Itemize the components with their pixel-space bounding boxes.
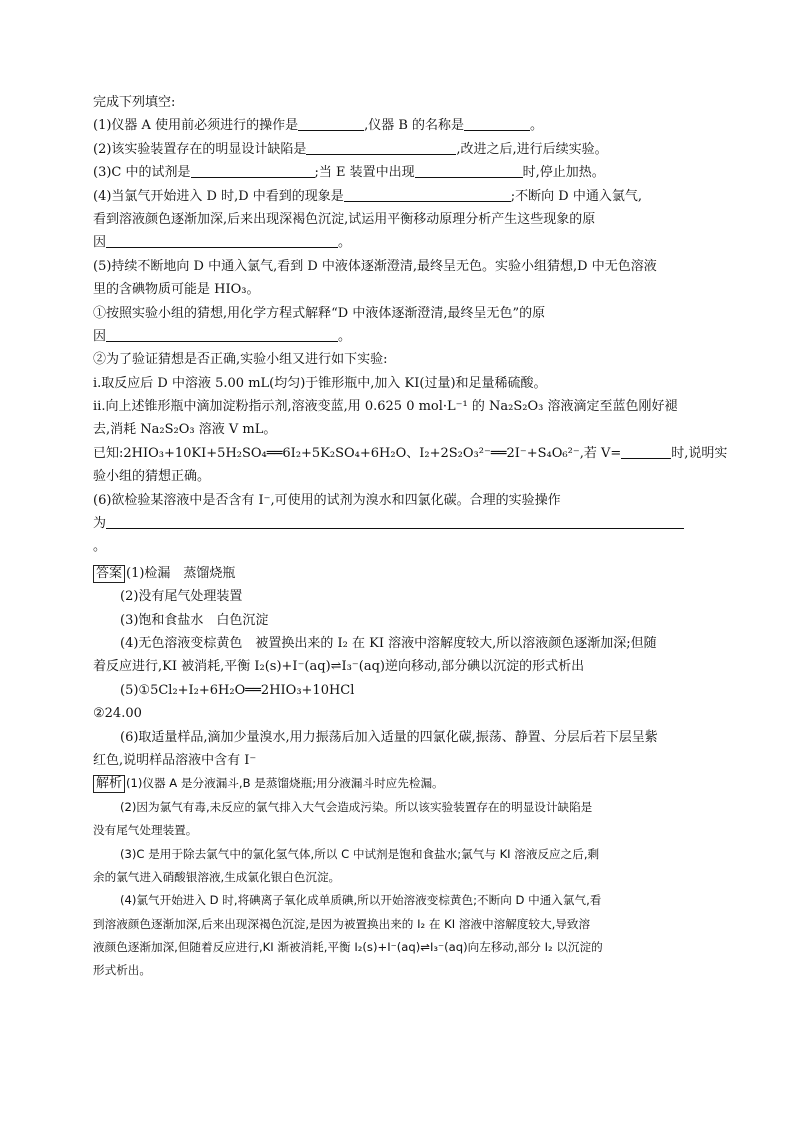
answer-line-7: ②24.00 [93, 706, 142, 722]
analysis-line-9: 形式析出。 [93, 963, 151, 978]
answer-blank [306, 141, 456, 155]
answer-line-4: (4)无色溶液变棕黄色 被置换出来的 I₂ 在 KI 溶液中溶解度较大,所以溶液颜色逐渐加深;但随 [120, 635, 657, 651]
answer-line-9: 红色,说明样品溶液中含有 I⁻ [93, 752, 257, 768]
answer-blank [191, 164, 315, 178]
analysis-line-2: (2)因为氯气有毒,未反应的氯气排入大气会造成污染。所以该实验装置存在的明显设计缺陷是 [120, 799, 593, 814]
answer-line-3: (3)饱和食盐水 白色沉淀 [120, 612, 269, 628]
q1-line: (1)仪器 A 使用前必须进行的操作是 ,仪器 B 的名称是 。 [93, 118, 544, 134]
analysis-line-3: 没有尾气处理装置。 [93, 823, 198, 838]
answer-line: 答案 (1)检漏 蒸馏烧瓶 [93, 563, 705, 584]
analysis-line-6: (4)氯气开始进入 D 时,将碘离子氧化成单质碘,所以开始溶液变棕黄色;不断向 D 中通入氯气,看 [120, 893, 602, 908]
analysis-section [93, 773, 705, 981]
q3-line: (3)C 中的试剂是 ;当 E 装置中出现 时,停止加热。 [93, 165, 605, 181]
q6-line-3: 。 [93, 539, 107, 555]
q6-line-2: 为 [93, 513, 705, 534]
answer-blank [106, 515, 684, 529]
q5-line-2: 里的含碘物质可能是 HIO₃。 [93, 282, 260, 298]
q5-line-3: ①按照实验小组的猜想,用化学方程式解释“D 中液体逐渐澄清,最终呈无色”的原 [93, 305, 546, 321]
q6-line: (6)欲检验某溶液中是否含有 I⁻,可使用的试剂为溴水和四氯化碳。合理的实验操作 [93, 492, 561, 508]
q5-line: (5)持续不断地向 D 中通入氯气,看到 D 中液体逐渐澄清,最终呈无色。实验小组猜想,D 中无色溶液 [93, 258, 657, 274]
q5-line-4: 因 。 [93, 328, 352, 344]
q5-line-6: ⅰ.取反应后 D 中溶液 5.00 mL(均匀)于锥形瓶中,加入 KI(过量)和足量稀硫酸。 [93, 375, 547, 391]
q4-line: (4)当氯气开始进入 D 时,D 中看到的现象是 ;不断向 D 中通入氯气, [93, 188, 642, 204]
analysis-tag: 解析 [93, 775, 125, 793]
q5-line-10: 验小组的猜想正确。 [93, 469, 211, 485]
analysis-line: 解析 (1)仪器 A 是分液漏斗,B 是蒸馏烧瓶;用分液漏斗时应先检漏。 [93, 773, 705, 794]
document-page [93, 92, 728, 984]
answer-blank [298, 117, 364, 131]
intro-line: 完成下列填空: [93, 95, 176, 110]
answer-line-2: (2)没有尾气处理装置 [120, 589, 243, 605]
answer-blank [106, 234, 338, 248]
answer-blank [621, 445, 671, 459]
q5-line-9: 已知:2HIO₃+10KI+5H₂SO₄══6I₂+5K₂SO₄+6H₂O、I₂+2S₂O₃²⁻══2I⁻+S₄O₆²⁻,若 V= 时,说明实 [93, 445, 728, 461]
analysis-line-8: 液颜色逐渐加深,但随着反应进行,KI 渐被消耗,平衡 I₂(s)+I⁻(aq)⇌I₃⁻(aq)向左移动,部分 I₂ 以沉淀的 [93, 940, 603, 955]
answer-line-6: (5)①5Cl₂+I₂+6H₂O══2HIO₃+10HCl [120, 682, 355, 698]
q4-line-3: 因 。 [93, 235, 352, 251]
q5-line-5: ②为了验证猜想是否正确,实验小组又进行如下实验: [93, 352, 388, 368]
analysis-line-4: (3)C 是用于除去氯气中的氯化氢气体,所以 C 中试剂是饱和食盐水;氯气与 KI 溶液反应之后,剩 [120, 846, 600, 861]
q5-line-8: 去,消耗 Na₂S₂O₃ 溶液 V mL。 [93, 422, 277, 438]
answer-tag: 答案 [93, 565, 125, 583]
q2-line: (2)该实验装置存在的明显设计缺陷是 ,改进之后,进行后续实验。 [93, 141, 608, 157]
answer-blank [344, 188, 511, 202]
answer-line-5: 着反应进行,KI 被消耗,平衡 I₂(s)+I⁻(aq)⇌I₃⁻(aq)逆向移动,部分碘以沉淀的形式析出 [93, 659, 585, 675]
answer-blank [415, 164, 523, 178]
q5-line-7: ⅱ.向上述锥形瓶中滴加淀粉指示剂,溶液变蓝,用 0.625 0 mol·L⁻¹ 的 Na₂S₂O₃ 溶液滴定至蓝色刚好褪 [93, 399, 678, 415]
answer-blank [106, 328, 338, 342]
answer-line-8: (6)取适量样品,滴加少量溴水,用力振荡后加入适量的四氯化碳,振荡、静置、分层后若下层呈紫 [120, 729, 658, 745]
analysis-line-5: 余的氯气进入硝酸银溶液,生成氯化银白色沉淀。 [93, 869, 341, 884]
analysis-line-7: 到溶液颜色逐渐加深,后来出现深褐色沉淀,是因为被置换出来的 I₂ 在 KI 溶液中溶解度较大,导致溶 [93, 916, 591, 931]
q4-line-2: 看到溶液颜色逐渐加深,后来出现深褐色沉淀,试运用平衡移动原理分析产生这些现象的原 [93, 211, 596, 227]
answer-blank [464, 117, 530, 131]
